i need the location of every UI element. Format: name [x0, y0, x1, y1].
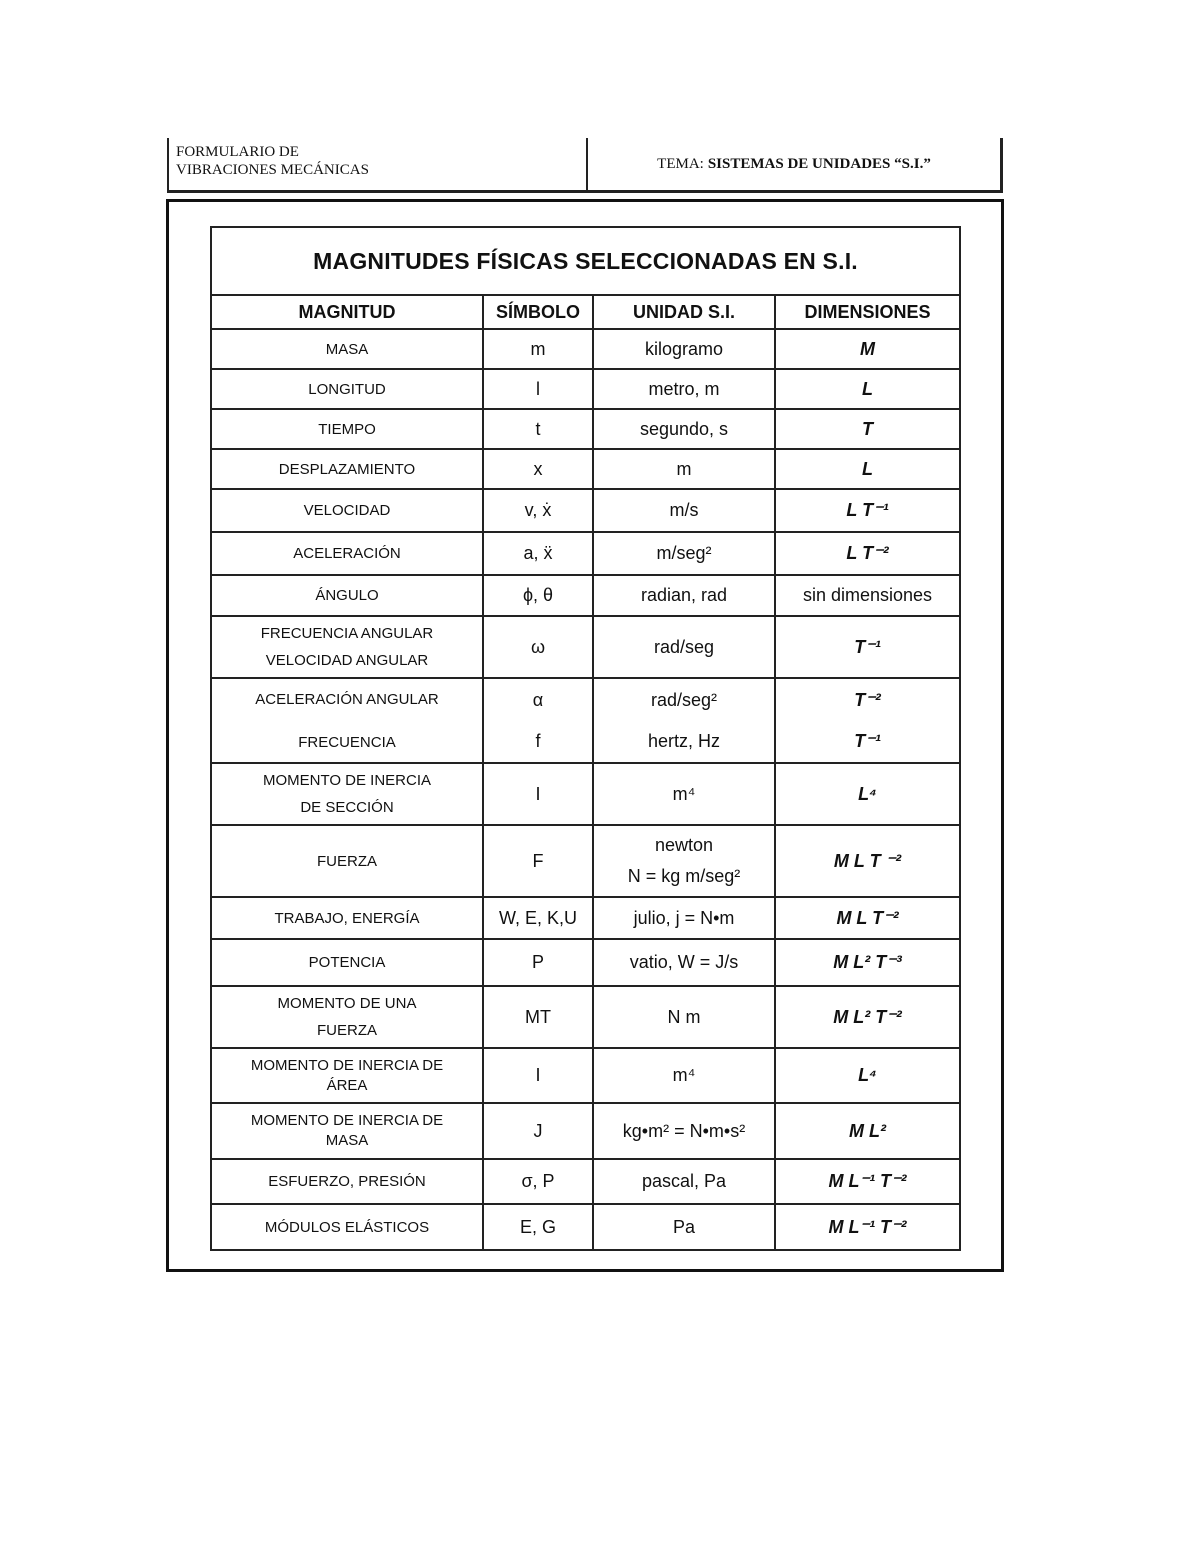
cell-dimensiones: L T⁻² [775, 532, 960, 575]
unidad-line-1: newton [654, 835, 714, 855]
table-row [211, 489, 960, 532]
table-row [211, 409, 960, 449]
cell-magnitud [211, 1048, 483, 1103]
cell-dimensiones: T [775, 409, 960, 449]
cell-unidad: kilogramo [593, 329, 775, 369]
cell-dimensiones: T⁻¹ [775, 616, 960, 678]
header-course-title [169, 138, 588, 190]
cell-simbolo: ω [483, 616, 593, 678]
header-topic [588, 138, 1000, 190]
topic-value: SISTEMAS DE UNIDADES “S.I.” [707, 155, 931, 172]
cell-magnitud [211, 763, 483, 825]
magnitud-line-2: MASA [325, 1132, 369, 1149]
magnitud-line-1: MOMENTO DE INERCIA DE [250, 1056, 444, 1074]
table-row [211, 575, 960, 616]
magnitud-line-2: FRECUENCIA [298, 733, 396, 751]
cell-dimensiones: L T⁻¹ [775, 489, 960, 532]
cell-magnitud: MASA [211, 329, 483, 369]
cell-dimensiones: M L T⁻² [775, 897, 960, 939]
table-row [211, 369, 960, 409]
cell-unidad: N m [593, 986, 775, 1048]
cell-simbolo: W, E, K,U [483, 897, 593, 939]
table-row [211, 763, 960, 825]
cell-simbolo: ϕ, θ [483, 575, 593, 616]
cell-magnitud [211, 616, 483, 678]
cell-unidad: metro, m [593, 369, 775, 409]
col-header-magnitud: MAGNITUD [211, 295, 483, 329]
cell-unidad: m/seg² [593, 532, 775, 575]
cell-dimensiones: L [775, 369, 960, 409]
col-header-unidad: UNIDAD S.I. [593, 295, 775, 329]
cell-simbolo: P [483, 939, 593, 986]
cell-dimensiones: M L² T⁻³ [775, 939, 960, 986]
topic-label: TEMA: [657, 155, 704, 172]
table-header-row [211, 295, 960, 329]
cell-magnitud: DESPLAZAMIENTO [211, 449, 483, 489]
cell-dimensiones: M L⁻¹ T⁻² [775, 1159, 960, 1204]
cell-magnitud: TRABAJO, ENERGÍA [211, 897, 483, 939]
header-line-2: VIBRACIONES MECÁNICAS [176, 162, 369, 178]
cell-magnitud: FUERZA [211, 825, 483, 897]
table-row [211, 825, 960, 897]
cell-simbolo: I [483, 763, 593, 825]
cell-simbolo: σ, P [483, 1159, 593, 1204]
cell-unidad: pascal, Pa [593, 1159, 775, 1204]
cell-simbolo: I [483, 1048, 593, 1103]
cell-magnitud: ACELERACIÓN [211, 532, 483, 575]
unidad-line-2: N = kg m/seg² [627, 866, 741, 886]
magnitud-line-1: MOMENTO DE UNA [277, 995, 417, 1012]
cell-magnitud [211, 986, 483, 1048]
cell-unidad: m/s [593, 489, 775, 532]
cell-unidad: m⁴ [593, 1048, 775, 1103]
table-row [211, 329, 960, 369]
table-row [211, 532, 960, 575]
cell-dimensiones: M L² [775, 1103, 960, 1159]
simbolo-line-1: α [532, 689, 544, 710]
cell-unidad: rad/seg [593, 616, 775, 678]
unidad-line-1: rad/seg² [650, 689, 718, 710]
cell-unidad: m [593, 449, 775, 489]
cell-simbolo [483, 678, 593, 763]
cell-magnitud: ESFUERZO, PRESIÓN [211, 1159, 483, 1204]
cell-dimensiones: M L⁻¹ T⁻² [775, 1204, 960, 1250]
cell-magnitud: LONGITUD [211, 369, 483, 409]
cell-unidad [593, 678, 775, 763]
simbolo-line-2: f [535, 730, 541, 751]
cell-dimensiones: M L T ⁻² [775, 825, 960, 897]
cell-simbolo: E, G [483, 1204, 593, 1250]
cell-dimensiones: L [775, 449, 960, 489]
cell-dimensiones: M L² T⁻² [775, 986, 960, 1048]
cell-simbolo: t [483, 409, 593, 449]
col-header-simbolo: SÍMBOLO [483, 295, 593, 329]
document-header [167, 138, 1003, 193]
magnitud-line-2: ÁREA [326, 1076, 368, 1094]
magnitud-line-2: FUERZA [317, 1022, 377, 1039]
magnitud-line-1: MOMENTO DE INERCIA DE [250, 1112, 444, 1129]
cell-unidad: vatio, W = J/s [593, 939, 775, 986]
cell-dimensiones [775, 678, 960, 763]
cell-magnitud [211, 1103, 483, 1159]
table-title: MAGNITUDES FÍSICAS SELECCIONADAS EN S.I. [211, 227, 960, 295]
cell-magnitud: VELOCIDAD [211, 489, 483, 532]
unidad-line-2: hertz, Hz [647, 730, 721, 751]
magnitud-line-1: FRECUENCIA ANGULAR [260, 625, 434, 642]
cell-dimensiones: M [775, 329, 960, 369]
cell-unidad: Pa [593, 1204, 775, 1250]
cell-unidad: radian, rad [593, 575, 775, 616]
cell-magnitud: MÓDULOS ELÁSTICOS [211, 1204, 483, 1250]
cell-simbolo: a, ẍ [483, 532, 593, 575]
table-row [211, 1204, 960, 1250]
table-row [211, 1103, 960, 1159]
table-row [211, 678, 960, 763]
cell-magnitud: POTENCIA [211, 939, 483, 986]
cell-magnitud [211, 678, 483, 763]
col-header-dimensiones: DIMENSIONES [775, 295, 960, 329]
table-row [211, 897, 960, 939]
cell-magnitud: TIEMPO [211, 409, 483, 449]
cell-simbolo: l [483, 369, 593, 409]
table-row [211, 1159, 960, 1204]
cell-unidad: segundo, s [593, 409, 775, 449]
cell-simbolo: m [483, 329, 593, 369]
table-row [211, 939, 960, 986]
cell-magnitud: ÁNGULO [211, 575, 483, 616]
si-quantities-table [210, 226, 961, 1251]
cell-dimensiones: sin dimensiones [775, 575, 960, 616]
cell-dimensiones: L⁴ [775, 763, 960, 825]
dimensiones-line-1: T⁻² [854, 689, 881, 710]
cell-unidad: julio, j = N•m [593, 897, 775, 939]
magnitud-line-1: MOMENTO DE INERCIA [262, 772, 432, 789]
cell-simbolo: F [483, 825, 593, 897]
magnitud-line-2: VELOCIDAD ANGULAR [265, 652, 429, 669]
magnitud-line-1: ACELERACIÓN ANGULAR [255, 690, 439, 708]
table-row [211, 986, 960, 1048]
cell-simbolo: x [483, 449, 593, 489]
cell-unidad: m⁴ [593, 763, 775, 825]
table-row [211, 449, 960, 489]
cell-unidad [593, 825, 775, 897]
cell-simbolo: J [483, 1103, 593, 1159]
dimensiones-line-2: T⁻¹ [854, 730, 881, 751]
header-line-1: FORMULARIO DE [176, 144, 299, 160]
table-row [211, 616, 960, 678]
cell-dimensiones: L⁴ [775, 1048, 960, 1103]
cell-simbolo: MT [483, 986, 593, 1048]
table-row [211, 1048, 960, 1103]
cell-unidad: kg•m² = N•m•s² [593, 1103, 775, 1159]
cell-simbolo: v, ẋ [483, 489, 593, 532]
magnitud-line-2: DE SECCIÓN [300, 799, 394, 816]
